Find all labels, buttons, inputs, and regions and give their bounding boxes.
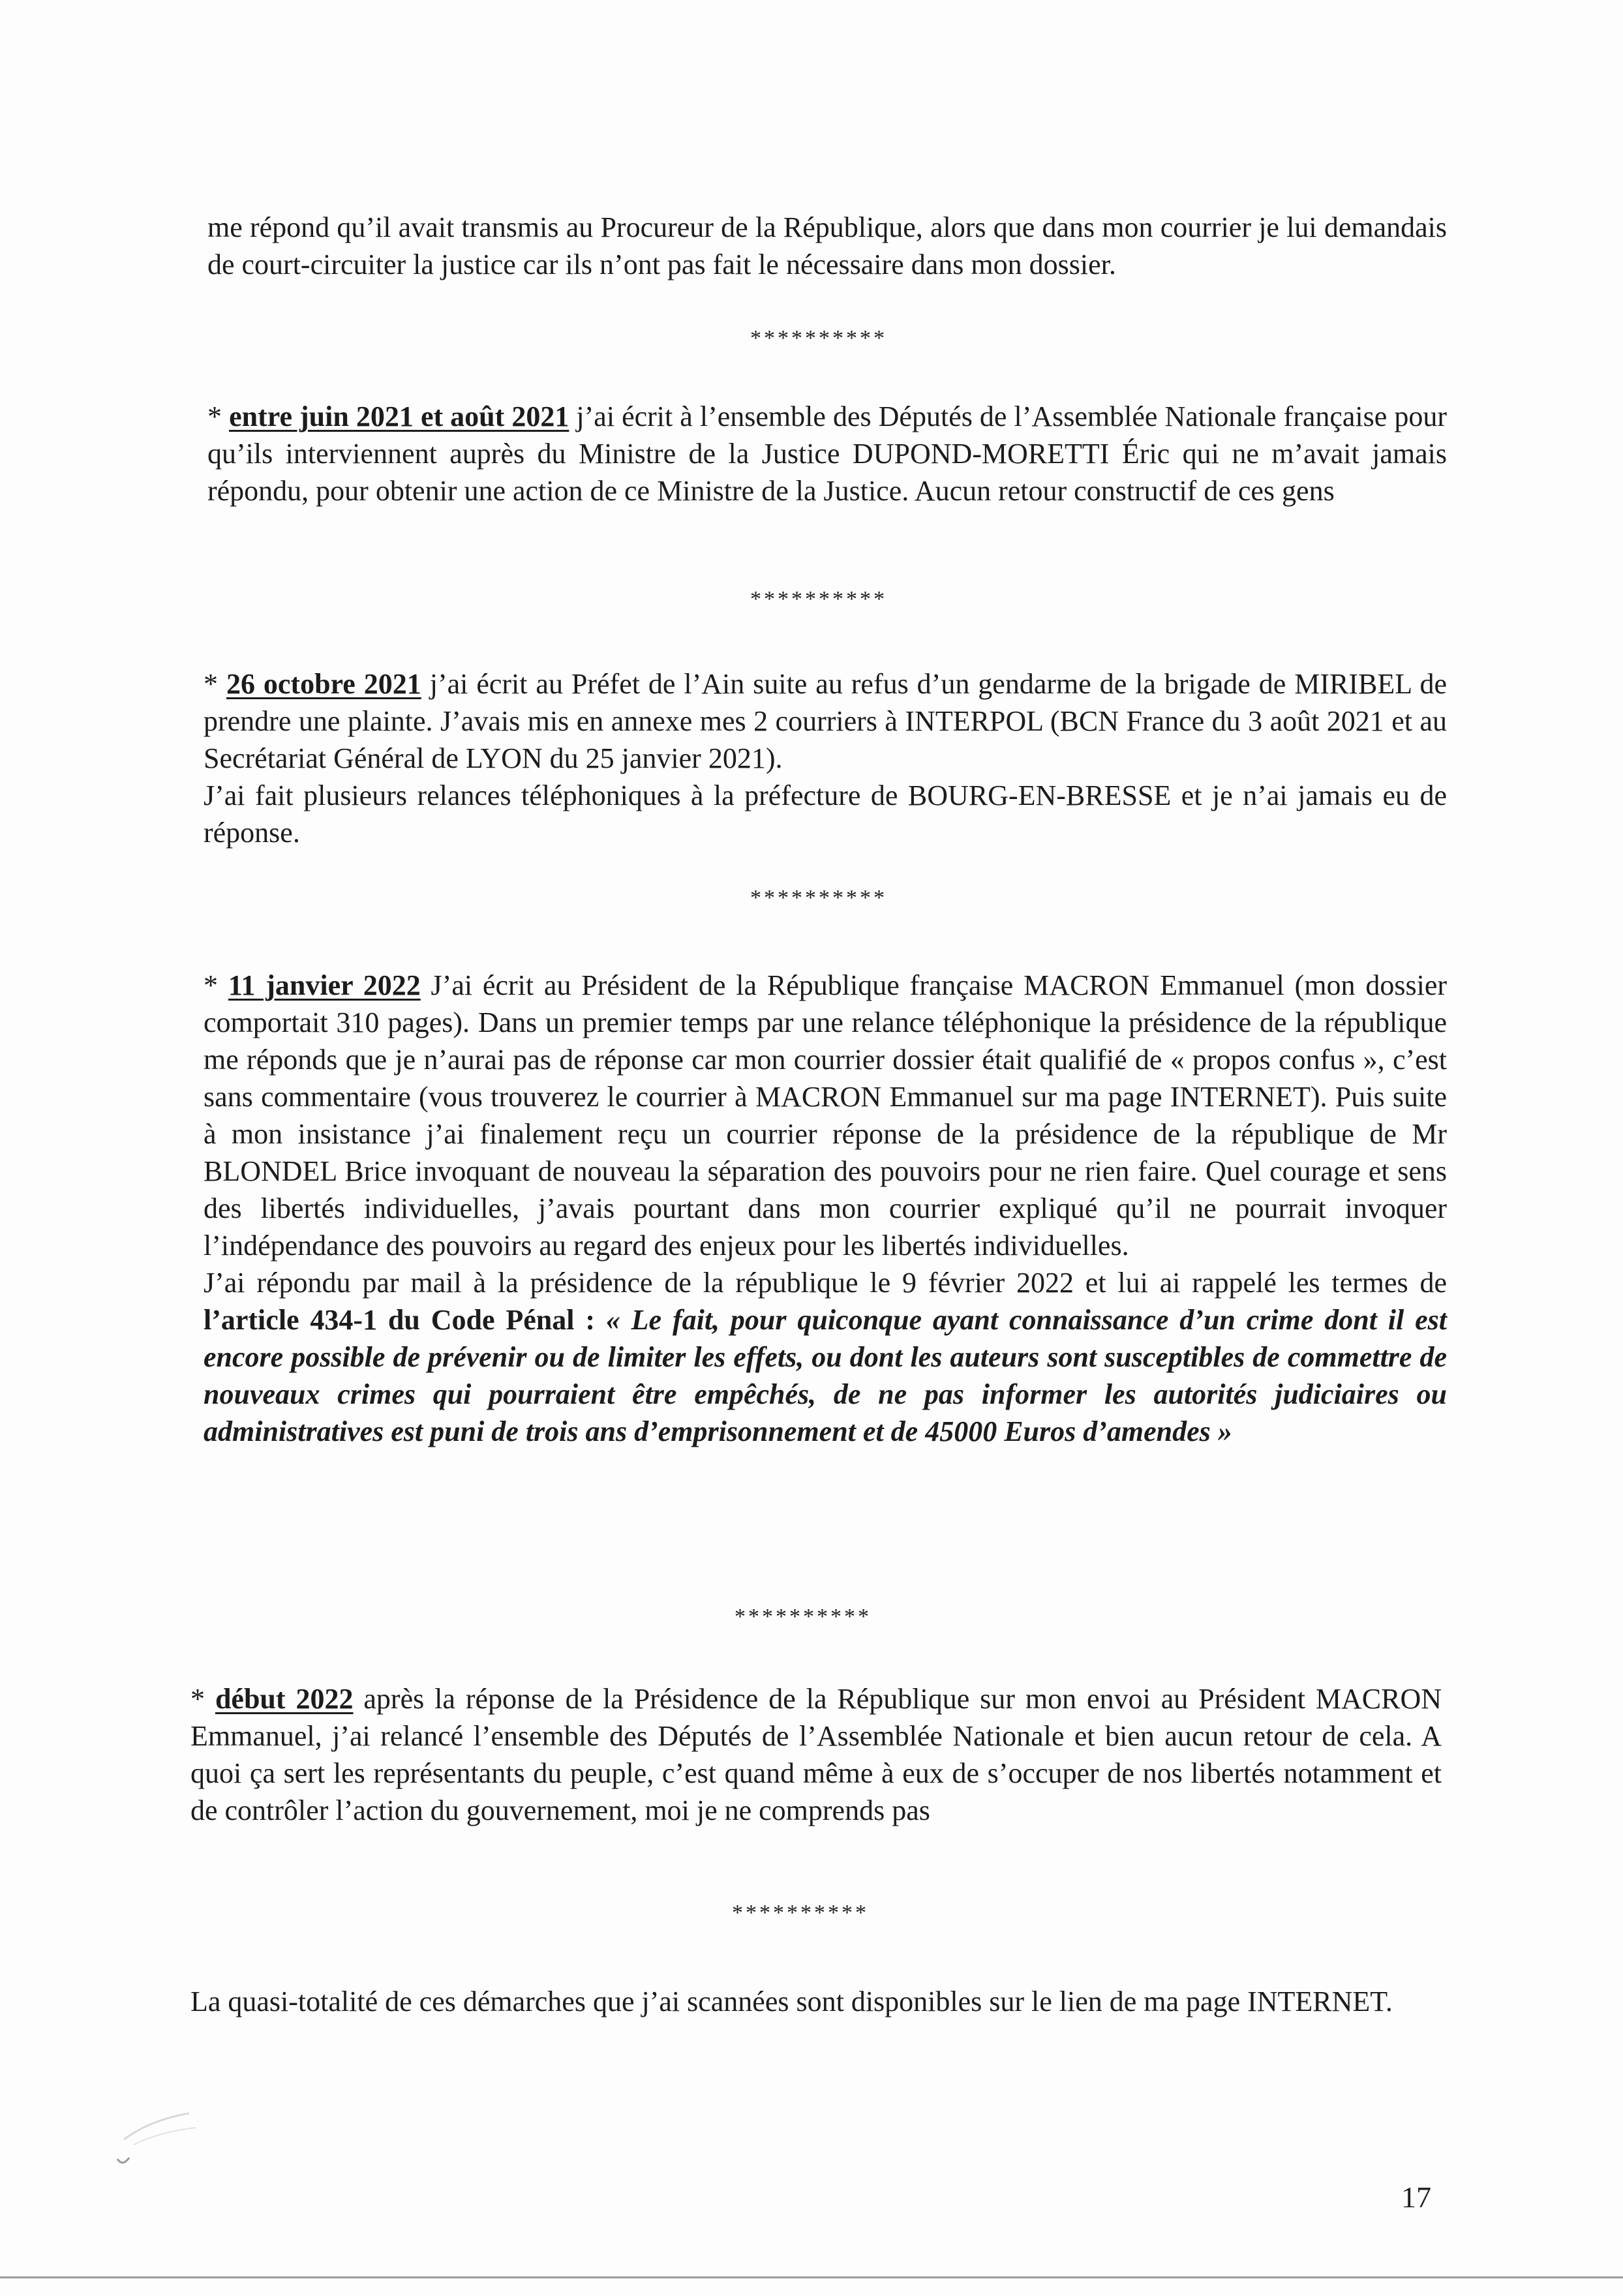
entry-text: j’ai écrit au Préfet de l’Ain suite au refus d’un gendarme de la brigade de MIRIBEL de prendre une plainte. J’avais mis en annexe mes 2 courriers à INTERPOL (BCN France du 3 août 2021 et au Secrétariat Général de LYON du 25 janvier 2021). [204, 668, 1447, 774]
entry-date: 11 janvier 2022 [228, 969, 421, 1001]
entry-marker: * [207, 400, 230, 432]
entry-deputies-2022 [190, 1680, 1442, 1829]
page-number: 17 [1401, 2181, 1431, 2214]
separator-5: ********** [732, 1901, 869, 1925]
penal-code-quote: « Le fait, pour quiconque ayant connaissance d’un crime dont il est encore possible de prévenir ou de limiter les effets, ou dont les auteurs sont susceptibles de commettre de nouveaux crimes qui pourraient être empêchés, de ne pas informer les autorités judiciaires ou administratives est puni de trois ans d’emprisonnement et de 45000 Euros d’amendes » [204, 1304, 1447, 1447]
entry-deputies-2021 [207, 398, 1447, 509]
closing-paragraph [190, 1983, 1442, 2020]
separator-3: ********** [750, 886, 887, 910]
entry-marker: * [204, 969, 228, 1001]
article-reference: l’article 434-1 du Code Pénal : [204, 1304, 595, 1336]
entry-text: J’ai écrit au Président de la République française MACRON Emmanuel (mon dossier comportait 310 pages). Dans un premier temps par une relance téléphonique la présidence de la république me réponds que je n’aurai pas de réponse car mon courrier dossier était qualifié de « propos confus », c’est sans commentaire (vous trouverez le courrier à MACRON Emmanuel sur ma page INTERNET). Puis suite à mon insistance j’ai finalement reçu un courrier réponse de la présidence de la république de Mr BLONDEL Brice invoquant de nouveau la séparation des pouvoirs pour ne rien faire. Quel courage et sens des libertés individuelles, j’avais pourtant dans mon courrier expliqué qu’il ne pourrait invoquer l’indépendance des pouvoirs au regard des enjeux pour les libertés individuelles. [204, 969, 1447, 1261]
entry-reply-text: J’ai répondu par mail à la présidence de la république le 9 février 2022 et lui ai rappelé les termes de [204, 1267, 1447, 1299]
entry-text: j’ai écrit à l’ensemble des Députés de l’Assemblée Nationale française pour qu’ils interviennent auprès du Ministre de la Justice DUPOND-MORETTI Éric qui ne m’avait jamais répondu, pour obtenir une action de ce Ministre de la Justice. Aucun retour constructif de ces gens [207, 400, 1448, 507]
intro-text: me répond qu’il avait transmis au Procureur de la République, alors que dans mon courrier je lui demandais de court-circuiter la justice car ils n’ont pas fait le nécessaire dans mon dossier. [207, 211, 1447, 280]
entry-text-followup: J’ai fait plusieurs relances téléphoniques à la préfecture de BOURG-EN-BRESSE et je n’ai jamais eu de réponse. [204, 779, 1447, 849]
entry-text: après la réponse de la Présidence de la République sur mon envoi au Président MACRON Emmanuel, j’ai relancé l’ensemble des Députés de l’Assemblée Nationale et bien aucun retour de cela. A quoi ça sert les représentants du peuple, c’est quand même à eux de s’occuper de nos libertés notamment et de contrôler l’action du gouvernement, moi je ne comprends pas [190, 1683, 1442, 1826]
separator-2: ********** [750, 587, 887, 611]
entry-marker: * [190, 1683, 215, 1715]
entry-date: entre juin 2021 et août 2021 [229, 400, 569, 432]
entry-date: 26 octobre 2021 [226, 668, 421, 700]
entry-marker: * [204, 668, 226, 700]
intro-paragraph [207, 209, 1447, 283]
entry-prefet-ain [204, 665, 1447, 851]
entry-date: début 2022 [215, 1683, 354, 1715]
bottom-scan-line [0, 2276, 1623, 2278]
separator-1: ********** [750, 326, 887, 350]
separator-4: ********** [735, 1605, 872, 1629]
closing-text: La quasi-totalité de ces démarches que j’ai scannées sont disponibles sur le lien de ma page INTERNET. [190, 1986, 1393, 2017]
scan-smudge [98, 2094, 235, 2172]
entry-president-macron [204, 967, 1447, 1450]
